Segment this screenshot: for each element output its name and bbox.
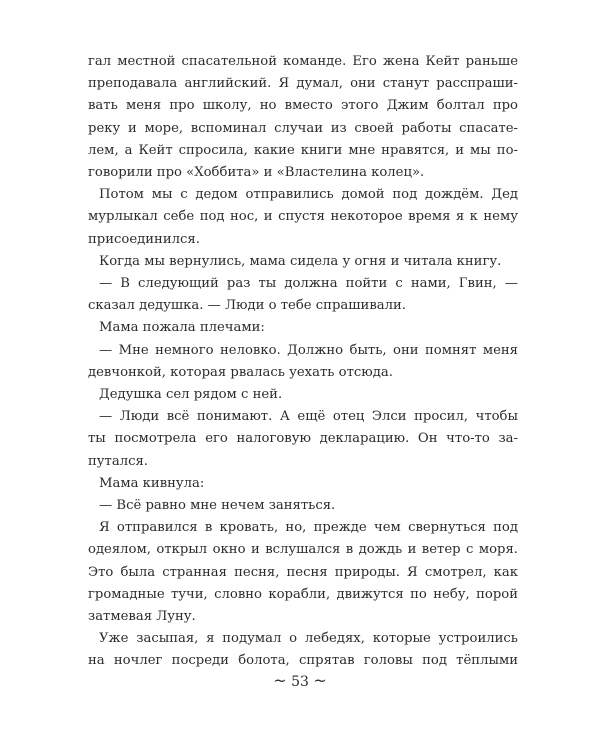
text-line: говорили про «Хоббита» и «Властелина колец». [88, 165, 425, 181]
text-line: на ночлег посреди болота, спрятав головы под тёплыми [88, 653, 518, 669]
text-line: — Всё равно мне нечем заняться. [99, 498, 336, 514]
body-text [88, 51, 518, 673]
text-line: одеялом, открыл окно и вслушался в дождь и ветер с моря. [88, 542, 518, 558]
text-line: — Мне немного неловко. Должно быть, они помнят меня [99, 342, 518, 358]
page-number-value: 53 [291, 674, 309, 690]
text-line: Уже засыпая, я подумал о лебедях, которые устроились [99, 631, 518, 647]
text-line: мурлыкал себе под нос, и спустя некоторое время я к нему [88, 209, 518, 225]
text-line: — В следующий раз ты должна пойти с нами, Гвин, — [99, 276, 518, 292]
page-number [0, 671, 600, 690]
text-line: путался. [88, 453, 148, 469]
text-line: присоединился. [88, 231, 200, 247]
text-line: громадные тучи, словно корабли, движутся по небу, порой [88, 586, 518, 602]
text-line: гал местной спасательной команде. Его жена Кейт раньше [88, 54, 518, 69]
text-line: Это была странная песня, песня природы. Я смотрел, как [88, 564, 518, 580]
text-line: Дедушка сел рядом с ней. [99, 387, 283, 403]
text-line: лем, а Кейт спросила, какие книги мне нравятся, и мы по- [88, 142, 518, 158]
text-line: Потом мы с дедом отправились домой под дождём. Дед [99, 187, 518, 203]
text-line: Мама кивнула: [99, 475, 205, 491]
text-line: реку и море, вспоминал случаи из своей работы спасате- [88, 120, 518, 136]
text-line: — Люди всё понимают. А ещё отец Элси просил, чтобы [99, 409, 518, 425]
text-line: девчонкой, которая рвалась уехать отсюда. [88, 364, 393, 380]
text-line: ты посмотрела его налоговую декларацию. Он что-то за- [88, 431, 518, 447]
text-line: сказал дедушка. — Люди о тебе спрашивали. [88, 298, 406, 314]
text-line: затмевая Луну. [88, 609, 196, 625]
text-line: преподавала английский. Я думал, они станут расспраши- [88, 76, 518, 92]
right-ornament: ~ [313, 671, 327, 690]
text-line: Мама пожала плечами: [99, 320, 265, 336]
left-ornament: ~ [273, 671, 287, 690]
text-line: Когда мы вернулись, мама сидела у огня и читала книгу. [99, 253, 502, 269]
text-line: вать меня про школу, но вместо этого Джим болтал про [88, 98, 518, 114]
text-line: Я отправился в кровать, но, прежде чем свернуться под [99, 520, 518, 536]
